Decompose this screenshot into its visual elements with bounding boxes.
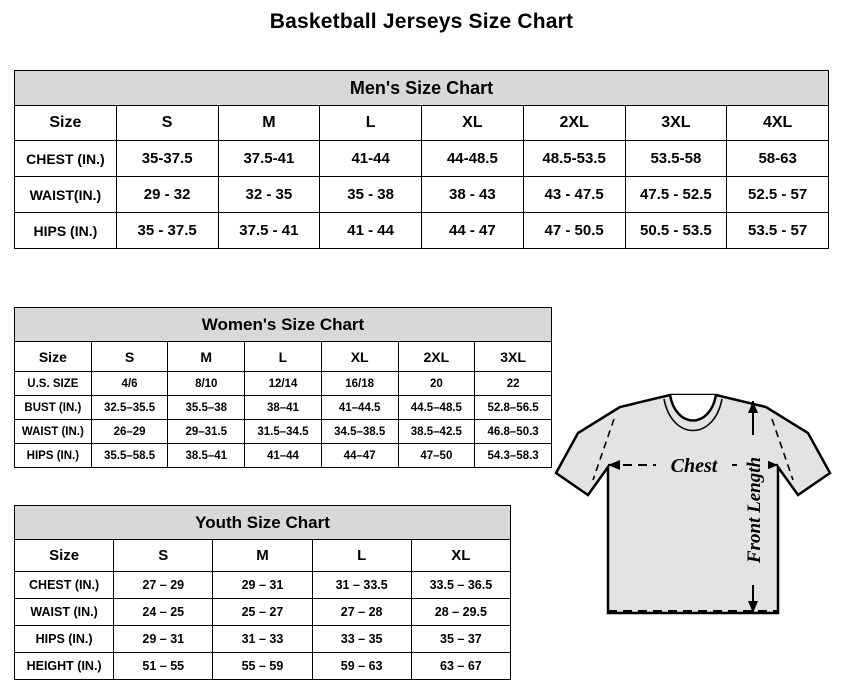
womens-cell: 46.8–50.3 bbox=[475, 420, 552, 444]
table-row bbox=[15, 444, 552, 468]
womens-size-chart bbox=[14, 307, 552, 468]
youth-cell: 28 – 29.5 bbox=[411, 599, 510, 626]
mens-cell: 58-63 bbox=[727, 141, 829, 177]
mens-band-label: Men's Size Chart bbox=[15, 71, 829, 106]
womens-header-cell: S bbox=[91, 342, 168, 372]
womens-cell: 8/10 bbox=[168, 372, 245, 396]
womens-row-label: HIPS (IN.) bbox=[15, 444, 92, 468]
mens-header-row bbox=[15, 106, 829, 141]
womens-cell: 47–50 bbox=[398, 444, 475, 468]
mens-header-cell: 3XL bbox=[625, 106, 727, 141]
table-row bbox=[15, 396, 552, 420]
mens-size-chart bbox=[14, 70, 829, 249]
womens-cell: 44.5–48.5 bbox=[398, 396, 475, 420]
womens-row-label: WAIST (IN.) bbox=[15, 420, 92, 444]
mens-cell: 47 - 50.5 bbox=[523, 213, 625, 249]
youth-cell: 33 – 35 bbox=[312, 626, 411, 653]
front-length-label: Front Length bbox=[744, 456, 765, 564]
womens-cell: 29–31.5 bbox=[168, 420, 245, 444]
youth-cell: 55 – 59 bbox=[213, 653, 312, 680]
mens-cell: 32 - 35 bbox=[218, 177, 320, 213]
table-row bbox=[15, 653, 511, 680]
mens-header-cell: L bbox=[320, 106, 422, 141]
youth-cell: 27 – 28 bbox=[312, 599, 411, 626]
womens-band-row bbox=[15, 308, 552, 342]
womens-size-table bbox=[14, 307, 552, 468]
womens-header-cell: XL bbox=[321, 342, 398, 372]
table-row bbox=[15, 213, 829, 249]
mens-cell: 53.5 - 57 bbox=[727, 213, 829, 249]
youth-table-body bbox=[15, 506, 511, 680]
womens-cell: 16/18 bbox=[321, 372, 398, 396]
womens-cell: 20 bbox=[398, 372, 475, 396]
table-row bbox=[15, 420, 552, 444]
womens-header-row bbox=[15, 342, 552, 372]
jersey-measurement-diagram bbox=[548, 355, 838, 675]
youth-cell: 24 – 25 bbox=[114, 599, 213, 626]
womens-cell: 35.5–58.5 bbox=[91, 444, 168, 468]
youth-header-cell: XL bbox=[411, 540, 510, 572]
womens-header-cell: M bbox=[168, 342, 245, 372]
youth-band-label: Youth Size Chart bbox=[15, 506, 511, 540]
jersey-outline bbox=[556, 395, 830, 613]
mens-header-cell: S bbox=[116, 106, 218, 141]
youth-size-chart bbox=[14, 505, 511, 680]
mens-header-cell: M bbox=[218, 106, 320, 141]
mens-cell: 35-37.5 bbox=[116, 141, 218, 177]
womens-header-cell: 3XL bbox=[475, 342, 552, 372]
womens-row-label: U.S. SIZE bbox=[15, 372, 92, 396]
mens-header-cell: XL bbox=[422, 106, 524, 141]
youth-cell: 29 – 31 bbox=[114, 626, 213, 653]
mens-header-cell: 4XL bbox=[727, 106, 829, 141]
mens-cell: 37.5 - 41 bbox=[218, 213, 320, 249]
youth-cell: 31 – 33 bbox=[213, 626, 312, 653]
womens-cell: 38.5–42.5 bbox=[398, 420, 475, 444]
youth-header-cell: L bbox=[312, 540, 411, 572]
mens-cell: 37.5-41 bbox=[218, 141, 320, 177]
youth-cell: 59 – 63 bbox=[312, 653, 411, 680]
womens-cell: 32.5–35.5 bbox=[91, 396, 168, 420]
table-row bbox=[15, 626, 511, 653]
youth-cell: 29 – 31 bbox=[213, 572, 312, 599]
mens-cell: 43 - 47.5 bbox=[523, 177, 625, 213]
womens-header-cell: 2XL bbox=[398, 342, 475, 372]
womens-cell: 26–29 bbox=[91, 420, 168, 444]
mens-cell: 52.5 - 57 bbox=[727, 177, 829, 213]
youth-cell: 35 – 37 bbox=[411, 626, 510, 653]
womens-header-cell: L bbox=[245, 342, 322, 372]
mens-cell: 53.5-58 bbox=[625, 141, 727, 177]
womens-cell: 52.8–56.5 bbox=[475, 396, 552, 420]
womens-header-cell: Size bbox=[15, 342, 92, 372]
womens-cell: 44–47 bbox=[321, 444, 398, 468]
youth-cell: 63 – 67 bbox=[411, 653, 510, 680]
youth-row-label: HEIGHT (IN.) bbox=[15, 653, 114, 680]
mens-row-label: HIPS (IN.) bbox=[15, 213, 117, 249]
table-row bbox=[15, 177, 829, 213]
table-row bbox=[15, 572, 511, 599]
mens-cell: 29 - 32 bbox=[116, 177, 218, 213]
womens-cell: 38–41 bbox=[245, 396, 322, 420]
chest-label: Chest bbox=[670, 455, 718, 477]
mens-cell: 41-44 bbox=[320, 141, 422, 177]
youth-cell: 25 – 27 bbox=[213, 599, 312, 626]
youth-row-label: WAIST (IN.) bbox=[15, 599, 114, 626]
womens-cell: 12/14 bbox=[245, 372, 322, 396]
mens-header-cell: 2XL bbox=[523, 106, 625, 141]
womens-cell: 41–44.5 bbox=[321, 396, 398, 420]
womens-cell: 22 bbox=[475, 372, 552, 396]
youth-row-label: HIPS (IN.) bbox=[15, 626, 114, 653]
womens-cell: 31.5–34.5 bbox=[245, 420, 322, 444]
womens-band-label: Women's Size Chart bbox=[15, 308, 552, 342]
womens-cell: 41–44 bbox=[245, 444, 322, 468]
table-row bbox=[15, 372, 552, 396]
youth-row-label: CHEST (IN.) bbox=[15, 572, 114, 599]
womens-cell: 35.5–38 bbox=[168, 396, 245, 420]
youth-cell: 31 – 33.5 bbox=[312, 572, 411, 599]
youth-cell: 27 – 29 bbox=[114, 572, 213, 599]
womens-cell: 34.5–38.5 bbox=[321, 420, 398, 444]
youth-size-table bbox=[14, 505, 511, 680]
youth-header-cell: Size bbox=[15, 540, 114, 572]
mens-cell: 41 - 44 bbox=[320, 213, 422, 249]
mens-row-label: CHEST (IN.) bbox=[15, 141, 117, 177]
table-row bbox=[15, 599, 511, 626]
mens-cell: 44-48.5 bbox=[422, 141, 524, 177]
youth-cell: 33.5 – 36.5 bbox=[411, 572, 510, 599]
mens-row-label: WAIST(IN.) bbox=[15, 177, 117, 213]
youth-header-cell: M bbox=[213, 540, 312, 572]
womens-cell: 38.5–41 bbox=[168, 444, 245, 468]
womens-cell: 4/6 bbox=[91, 372, 168, 396]
mens-cell: 35 - 38 bbox=[320, 177, 422, 213]
mens-cell: 35 - 37.5 bbox=[116, 213, 218, 249]
womens-cell: 54.3–58.3 bbox=[475, 444, 552, 468]
mens-cell: 44 - 47 bbox=[422, 213, 524, 249]
jersey-svg bbox=[548, 355, 838, 675]
mens-cell: 47.5 - 52.5 bbox=[625, 177, 727, 213]
mens-header-cell: Size bbox=[15, 106, 117, 141]
mens-band-row bbox=[15, 71, 829, 106]
mens-cell: 50.5 - 53.5 bbox=[625, 213, 727, 249]
youth-cell: 51 – 55 bbox=[114, 653, 213, 680]
youth-header-cell: S bbox=[114, 540, 213, 572]
youth-header-row bbox=[15, 540, 511, 572]
table-row bbox=[15, 141, 829, 177]
mens-size-table bbox=[14, 70, 829, 249]
mens-cell: 38 - 43 bbox=[422, 177, 524, 213]
page-title: Basketball Jerseys Size Chart bbox=[269, 10, 574, 33]
mens-table-body bbox=[15, 71, 829, 249]
youth-band-row bbox=[15, 506, 511, 540]
womens-table-body bbox=[15, 308, 552, 468]
mens-cell: 48.5-53.5 bbox=[523, 141, 625, 177]
womens-row-label: BUST (IN.) bbox=[15, 396, 92, 420]
